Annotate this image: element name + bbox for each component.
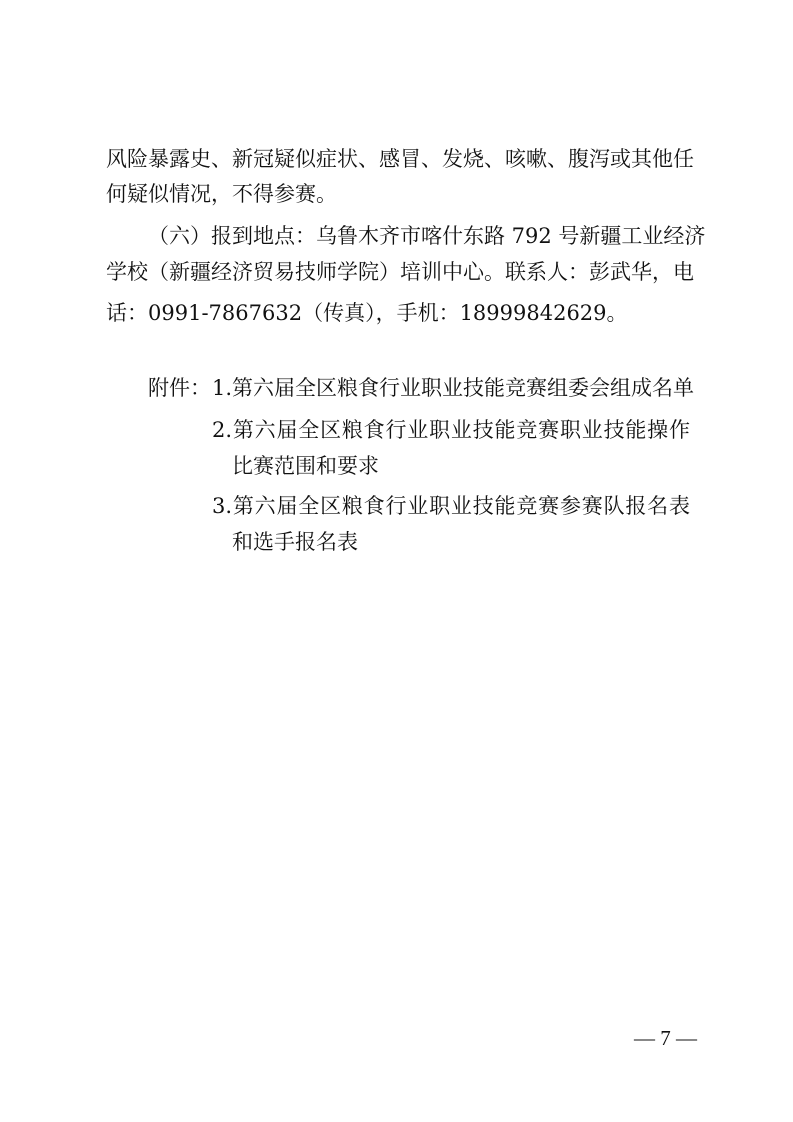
paragraph-1-line-2: 何疑似情况，不得参赛。 <box>106 182 337 206</box>
paragraph-2-line-3: 话：0991-7867632（传真），手机：18999842629。 <box>106 301 628 325</box>
paragraph-1-line-1: 风险暴露史、新冠疑似症状、感冒、发烧、咳嗽、腹泻或其他任 <box>106 147 694 171</box>
attachment-item-2-line-2: 比赛范围和要求 <box>232 454 379 478</box>
paragraph-2-line-1: （六）报到地点：乌鲁木齐市喀什东路 792 号新疆工业经济 <box>148 224 706 248</box>
attachment-item-3-line-1: 3.第六届全区粮食行业职业技能竞赛参赛队报名表 <box>212 494 690 518</box>
paragraph-2-line-2: 学校（新疆经济贸易技师学院）培训中心。联系人：彭武华，电 <box>106 260 694 284</box>
attachments-label: 附件： <box>148 376 211 400</box>
attachment-item-3-line-2: 和选手报名表 <box>232 530 358 554</box>
attachment-item-2-line-1: 2.第六届全区粮食行业职业技能竞赛职业技能操作 <box>212 418 690 442</box>
page-number: — 7 — <box>634 1026 697 1050</box>
attachment-item-1: 1.第六届全区粮食行业职业技能竞赛组委会组成名单 <box>212 376 695 400</box>
